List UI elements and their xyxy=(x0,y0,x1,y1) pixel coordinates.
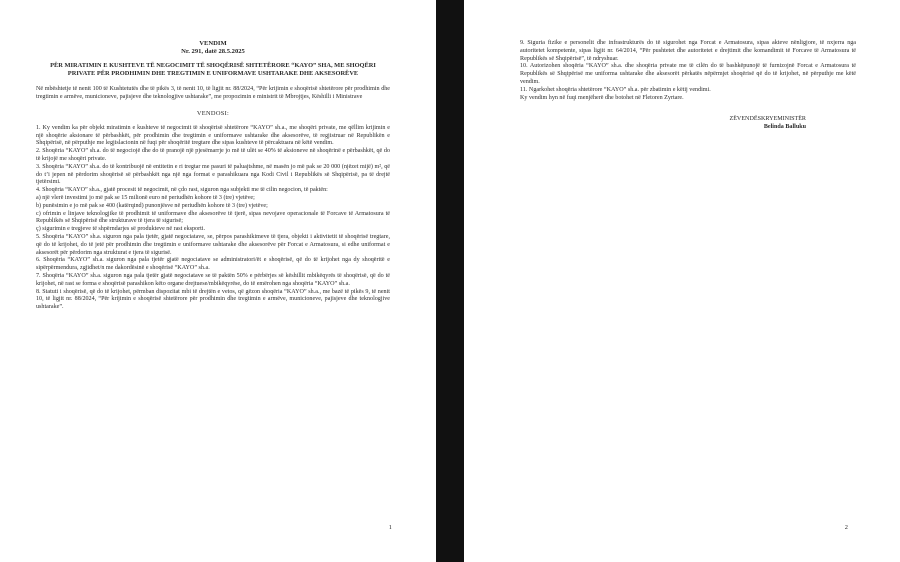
page-number-1: 1 xyxy=(388,524,392,532)
vendosi-heading: VENDOSI: xyxy=(196,110,230,117)
paragraph-7: 7. Shoqëria “KAYO” sh.a. siguron nga pala tjetër gjatë negociatave se të paktën 50% e përbërjes së këshillit mbikëqyrës të shoqërisë, që do të krijohet, në rast se forma e shoqërisë parashikon këto organe drejtuese/mbikëqyrëse, do të emërohen nga shoqëria “KAYO” sh.a. xyxy=(36,272,390,287)
document-page-2 xyxy=(464,0,900,562)
intro-paragraph: Në mbështetje të nenit 100 të Kushtetutës dhe të pikës 3, të nenit 10, të ligjit nr. 88/2024, “Për krijimin e shoqërisë shtetërore për prodhimin dhe tregtimin e armëve, municioneve, pajisjeve dhe teknologjive ushtarake”, me propozimin e ministrit të Mbrojtjes, Këshilli i Ministrave xyxy=(36,86,390,101)
document-page-1 xyxy=(0,0,436,562)
signature-title: ZËVENDËSKRYEMINISTËR xyxy=(729,116,806,123)
paragraph-4: 4. Shoqëria “KAYO” sh.a., gjatë procesit të negocimit, në çdo rast, siguron nga subjekti me të cilin negocion, të paktën: xyxy=(36,187,328,194)
document-number: Nr. 291, datë 28.5.2025 xyxy=(181,48,245,55)
paragraph-9: 9. Siguria fizike e personelit dhe infrastrukturës do të sigurohet nga Forcat e Armatosura, sipas akteve nënligjore, të nxjerra nga autoritetet kompetente, sipas ligjit nr. 64/2014, “Për pushtetet dhe autoritetet e drejtimit dhe komandimit të Forcave të Armatosura të Republikës së Shqipërisë”, të ndryshuar. xyxy=(520,40,856,62)
paragraph-3: 3. Shoqëria “KAYO” sh.a. do të kontribuojë në entitetin e ri tregtar me pasuri të paluajtshme, në masën jo më pak se 20 000 (njëzet mijë) m², që do t’i jepen në përdorim shoqërisë së përbashkët nga një nga format e parashikuara nga Kodi Civil i Republikës së Shqipërisë, pa të drejtë tjetërsimi. xyxy=(36,163,390,186)
paragraph-4b: b) punësimin e jo më pak se 400 (katërqind) punonjësve në periudhën kohore të 3 (tre) vjetëve; xyxy=(36,202,268,209)
paragraph-4c: c) ofrimin e linjave teknologjike të prodhimit të uniformave dhe aksesorëve të tjerë, sipas nevojave operacionale të Forcave të Armatosura të Republikës së Shqipërisë dhe strukturave të tjera të sigurisë; xyxy=(36,210,390,225)
paragraph-6: 6. Shoqëria “KAYO” sh.a. siguron nga pala tjetër gjatë negociatave se administratori/ët e shoqërisë, që do të krijohet nga dy shoqëritë e sipërpërmendura, zgjidhet/n me dakordësinë e shoqërisë “KAYO” sh.a. xyxy=(36,257,390,272)
paragraph-8: 8. Statuti i shoqërisë, që do të krijohet, përmban dispozitat mbi të drejtën e vetos, që gëzon shoqëria “KAYO” sh.a., me bazë të pikës 9, të nenit 10, të ligjit nr. 88/2024, “Për krijimin e shoqërisë shtetërore për prodhimin dhe tregtimin e armëve, municioneve, pajisjeve dhe teknologjive ushtarake”. xyxy=(36,288,390,311)
paragraph-4a: a) një vlerë investimi jo më pak se 15 milionë euro në periudhën kohore të 3 (tre) vjetëve; xyxy=(36,194,255,201)
paragraph-10: 10. Autorizohen shoqëria “KAYO” sh.a. dhe shoqëria private me të cilën do të bashkëpunojë të furnizojnë Forcat e Armatosura të Republikës së Shqipërisë me uniforma ushtarake dhe aksesorët përkatës nëpërmjet shoqërisë që do të krijohet, në përputhje me këtë vendim. xyxy=(520,63,856,85)
closing-paragraph: Ky vendim hyn në fuqi menjëherë dhe botohet në Fletoren Zyrtare. xyxy=(520,94,684,101)
paragraph-11: 11. Ngarkohet shoqëria shtetërore “KAYO” sh.a. për zbatimin e këtij vendimi. xyxy=(520,86,711,93)
document-heading: PËR MIRATIMIN E KUSHTEVE TË NEGOCIMIT TË SHOQËRISË SHTETËRORE “KAYO” SHA, ME SHOQËRI PRIVATE PËR PRODHIMIN DHE TREGTIMIN E UNIFORMAVE USHTARAKE DHE AKSESORËVE xyxy=(50,62,376,78)
signature-name: Belinda Balluku xyxy=(763,124,806,131)
page-divider xyxy=(436,0,464,562)
signature-block xyxy=(520,116,856,132)
paragraph-5: 5. Shoqëria “KAYO” sh.a. siguron nga pala tjetër, gjatë negociatave, se, përpos parashikimeve të tjera, objekti i aktivitetit të shoqërisë tregtare, që do të krijohet, do të jetë për prodhimin dhe tregtimin e uniformave ushtarake dhe aksesorëve për Forcat e Armatosura, si edhe uniformat e aksesorët për përdorim nga strukturat e tjera të sigurisë. xyxy=(36,233,390,256)
paragraph-2: 2. Shoqëria “KAYO” sh.a. do të negociojë dhe do të pranojë një pjesëmarrje jo më të ulët se 40% të aksioneve në shoqërinë e përbashkët, që do të krijojë me shoqëri private. xyxy=(36,148,390,162)
paragraph-1: 1. Ky vendim ka për objekt miratimin e kushteve të negocimit të shoqërisë shtetërore “KAYO” sh.a., me shoqëri private, me qëllim krijimin e një shoqërie aksionare të përbashkët, për prodhimin dhe tregtimin e uniformave ushtarake dhe aksesorëve, të regjistruar në Republikën e Shqipërisë, në përputhje me legjislacionin në fuqi për shoqëritë tregtare dhe sipas kushteve të përcaktuara në këtë vendim. xyxy=(36,124,390,147)
paragraph-4ç: ç) sigurimin e tregjeve të shpërndarjes së produkteve në rast eksporti. xyxy=(36,226,206,233)
document-title: VENDIM xyxy=(199,40,227,47)
page-number-2: 2 xyxy=(844,524,848,532)
